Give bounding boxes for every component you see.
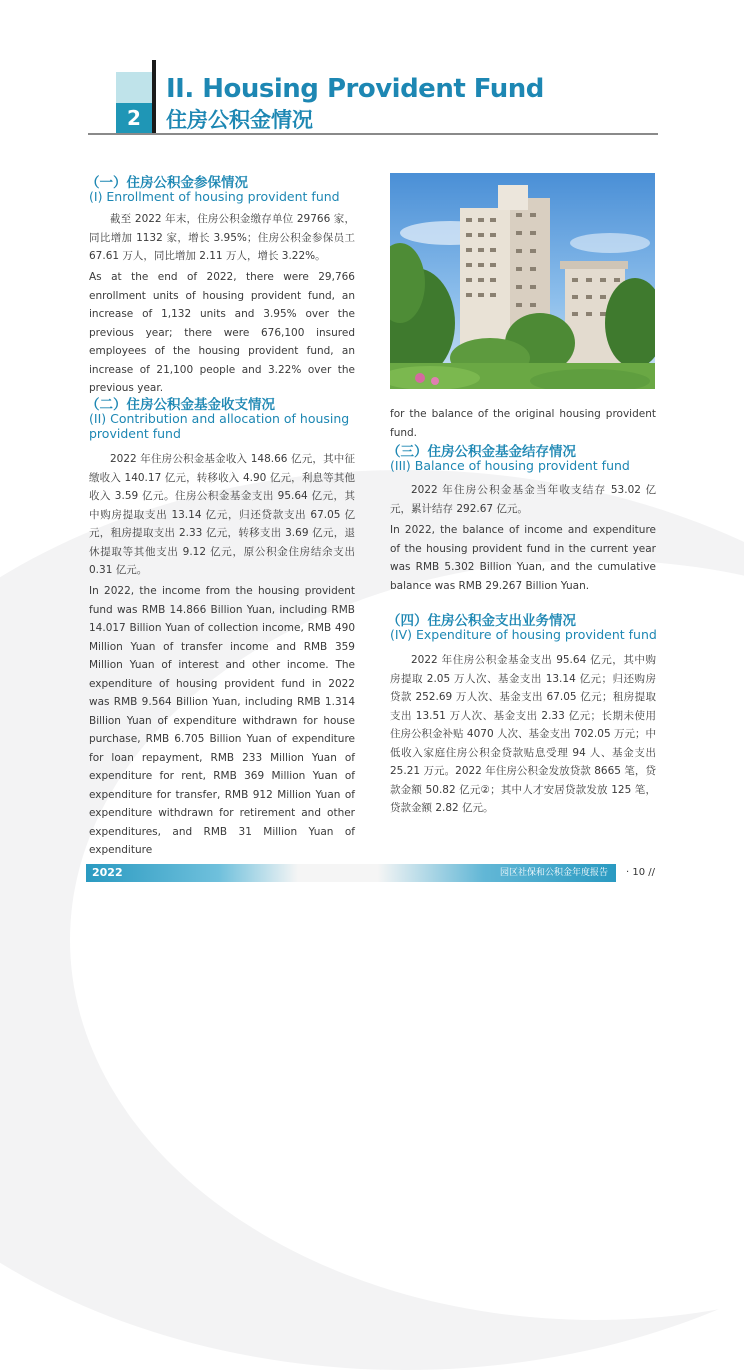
chapter-title-en: II. Housing Provident Fund bbox=[166, 74, 544, 104]
residential-buildings-photo bbox=[390, 173, 655, 389]
chapter-title-cn: 住房公积金情况 bbox=[166, 108, 313, 132]
section-4-paragraph-cn: 2022 年住房公积金基金支出 95.64 亿元，其中购房提取 2.05 万人次、基金支出 13.14 亿元；归还购房贷款 252.69 万人次、基金支出 67.05 亿元；租房提取支出 13.51 万人次、基金支出 2.33 亿元；长期未使用住房公积金补贴 4070 人次、基金支出 702.05 万元；中低收入家庭住房公积金贷款贴息受理 94 人、基金支出 25.21 万元。2022 年住房公积金发放贷款 8665 笔，贷款金额 50.82 亿元②；其中人才安居贷款发放 125 笔，贷款金额 2.82 亿元。 bbox=[390, 654, 656, 814]
section-4-title-en: (IV) Expenditure of housing provident fund bbox=[390, 627, 657, 642]
section-1-paragraph-cn: 截至 2022 年末，住房公积金缴存单位 29766 家，同比增加 1132 家，增长 3.95%；住房公积金参保员工 67.61 万人，同比增加 2.11 万人，增长 3.22%。 bbox=[89, 213, 355, 262]
section-2-title-cn: （二）住房公积金基金收支情况 bbox=[86, 397, 275, 413]
header-rule bbox=[88, 133, 658, 135]
section-4-title-cn: （四）住房公积金支出业务情况 bbox=[387, 613, 576, 629]
page-number: · 10 // bbox=[626, 867, 655, 878]
section-1-title-cn: （一）住房公积金参保情况 bbox=[86, 175, 248, 191]
section-2-title-en: (II) Contribution and allocation of housing provident fund bbox=[89, 411, 350, 441]
section-3-title-en: (III) Balance of housing provident fund bbox=[390, 458, 630, 473]
section-1-title-en: (I) Enrollment of housing provident fund bbox=[89, 189, 340, 204]
section-3-paragraph-en: In 2022, the balance of income and expenditure of the housing provident fund in the current year was RMB 5.302 Billion Yuan, and the cumulative balance was RMB 29.267 Billion Yuan. bbox=[390, 524, 656, 592]
chapter-number: 2 bbox=[127, 106, 141, 130]
footer-year: 2022 bbox=[92, 866, 123, 879]
footer-report-title: 园区社保和公积金年度报告 bbox=[500, 868, 609, 878]
section-1-paragraph-en: As at the end of 2022, there were 29,766 enrollment units of housing provident fund, an increase of 1,132 units and 3.95% over the previous year; there were 676,100 insured employees of the housing provident fund, an increase of 21,100 people and 3.22% over the previous year. bbox=[89, 271, 355, 394]
section-3-paragraph-cn: 2022 年住房公积金基金当年收支结存 53.02 亿元，累计结存 292.67 亿元。 bbox=[390, 484, 656, 515]
section-2-paragraph-cn: 2022 年住房公积金基金收入 148.66 亿元，其中征缴收入 140.17 亿元，转移收入 4.90 亿元，利息等其他收入 3.59 亿元。住房公积金基金支出 95.64 亿元，其中购房提取支出 13.14 亿元，归还贷款支出 67.05 亿元，租房提取支出 2.33 亿元，转移支出 3.69 亿元，退休提取等其他支出 9.12 亿元，原公积金住房结余支出 0.31 亿元。 bbox=[89, 453, 355, 576]
section-2-paragraph-en-continued: for the balance of the original housing provident fund. bbox=[390, 408, 656, 439]
section-2-paragraph-en: In 2022, the income from the housing provident fund was RMB 14.866 Billion Yuan, including RMB 14.017 Billion Yuan of collection income, RMB 490 Million Yuan of transfer income and RMB 359 Million Yuan of interest and other income. The expenditure of housing provident fund in 2022 was RMB 9.564 Billion Yuan, including RMB 1.314 Billion Yuan of expenditure withdrawn for house purchase, RMB 6.705 Billion Yuan of expenditure for loan repayment, RMB 233 Million Yuan of expenditure for rent, RMB 369 Million Yuan of expenditure for transfer, RMB 912 Million Yuan of expenditure withdrawn for retirement and other expenditures, and RMB 31 Million Yuan of expenditure bbox=[89, 585, 355, 856]
header-divider-bar bbox=[152, 60, 156, 134]
chapter-badge bbox=[116, 72, 152, 134]
section-3-title-cn: （三）住房公积金基金结存情况 bbox=[387, 444, 576, 460]
